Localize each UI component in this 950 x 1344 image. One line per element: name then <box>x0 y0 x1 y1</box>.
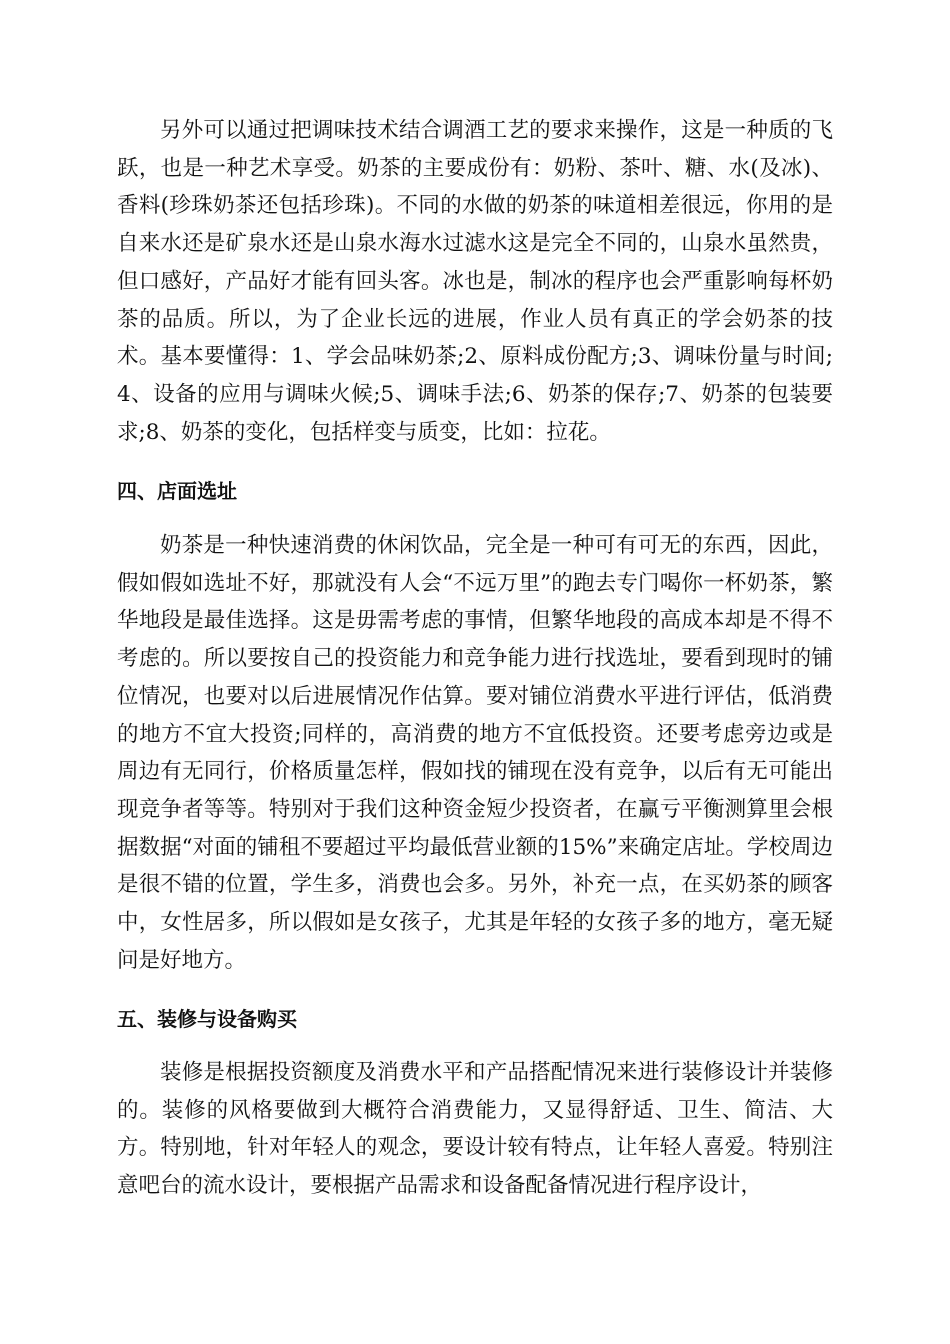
section-heading: 五、装修与设备购买 <box>117 1007 297 1031</box>
section-heading: 四、店面选址 <box>117 479 237 503</box>
body-paragraph: 奶茶是一种快速消费的休闲饮品，完全是一种可有可无的东西，因此，假如假如选址不好，那就没有人会“不远万里”的跑去专门喝你一杯奶茶，繁华地段是最佳选择。这是毋需考虑的事情，但繁华地段的高成本却是不得不考虑的。所以要按自己的投资能力和竞争能力进行找选址，要看到现时的铺位情况，也要对以后进展情况作估算。要对铺位消费水平进行评估，低消费的地方不宜大投资;同样的，高消费的地方不宜低投资。还要考虑旁边或是周边有无同行，价格质量怎样，假如找的铺现在没有竞争，以后有无可能出现竞争者等等。特别对于我们这种资金短少投资者，在赢亏平衡测算里会根据数据“对面的铺租不要超过平均最低营业额的15%”来确定店址。学校周边是很不错的位置，学生多，消费也会多。另外，补充一点，在买奶茶的顾客中，女性居多，所以假如是女孩子，尤其是年轻的女孩子多的地方，毫无疑问是好地方。 <box>117 533 833 973</box>
body-paragraph: 另外可以通过把调味技术结合调酒工艺的要求来操作，这是一种质的飞跃，也是一种艺术享受。奶茶的主要成份有：奶粉、茶叶、糖、水(及冰)、香料(珍珠奶茶还包括珍珠)。不同的水做的奶茶的味道相差很远，你用的是自来水还是矿泉水还是山泉水海水过滤水这是完全不同的，山泉水虽然贵，但口感好，产品好才能有回头客。冰也是，制冰的程序也会严重影响每杯奶茶的品质。所以，为了企业长远的进展，作业人员有真正的学会奶茶的技术。基本要懂得：1、学会品味奶茶;2、原料成份配方;3、调味份量与时间;4、设备的应用与调味火候;5、调味手法;6、奶茶的保存;7、奶茶的包装要求;8、奶茶的变化，包括样变与质变，比如：拉花。 <box>117 118 833 445</box>
body-paragraph: 装修是根据投资额度及消费水平和产品搭配情况来进行装修设计并装修的。装修的风格要做到大概符合消费能力，又显得舒适、卫生、简洁、大方。特别地，针对年轻人的观念，要设计较有特点，让年轻人喜爱。特别注意吧台的流水设计，要根据产品需求和设备配备情况进行程序设计， <box>117 1060 833 1199</box>
